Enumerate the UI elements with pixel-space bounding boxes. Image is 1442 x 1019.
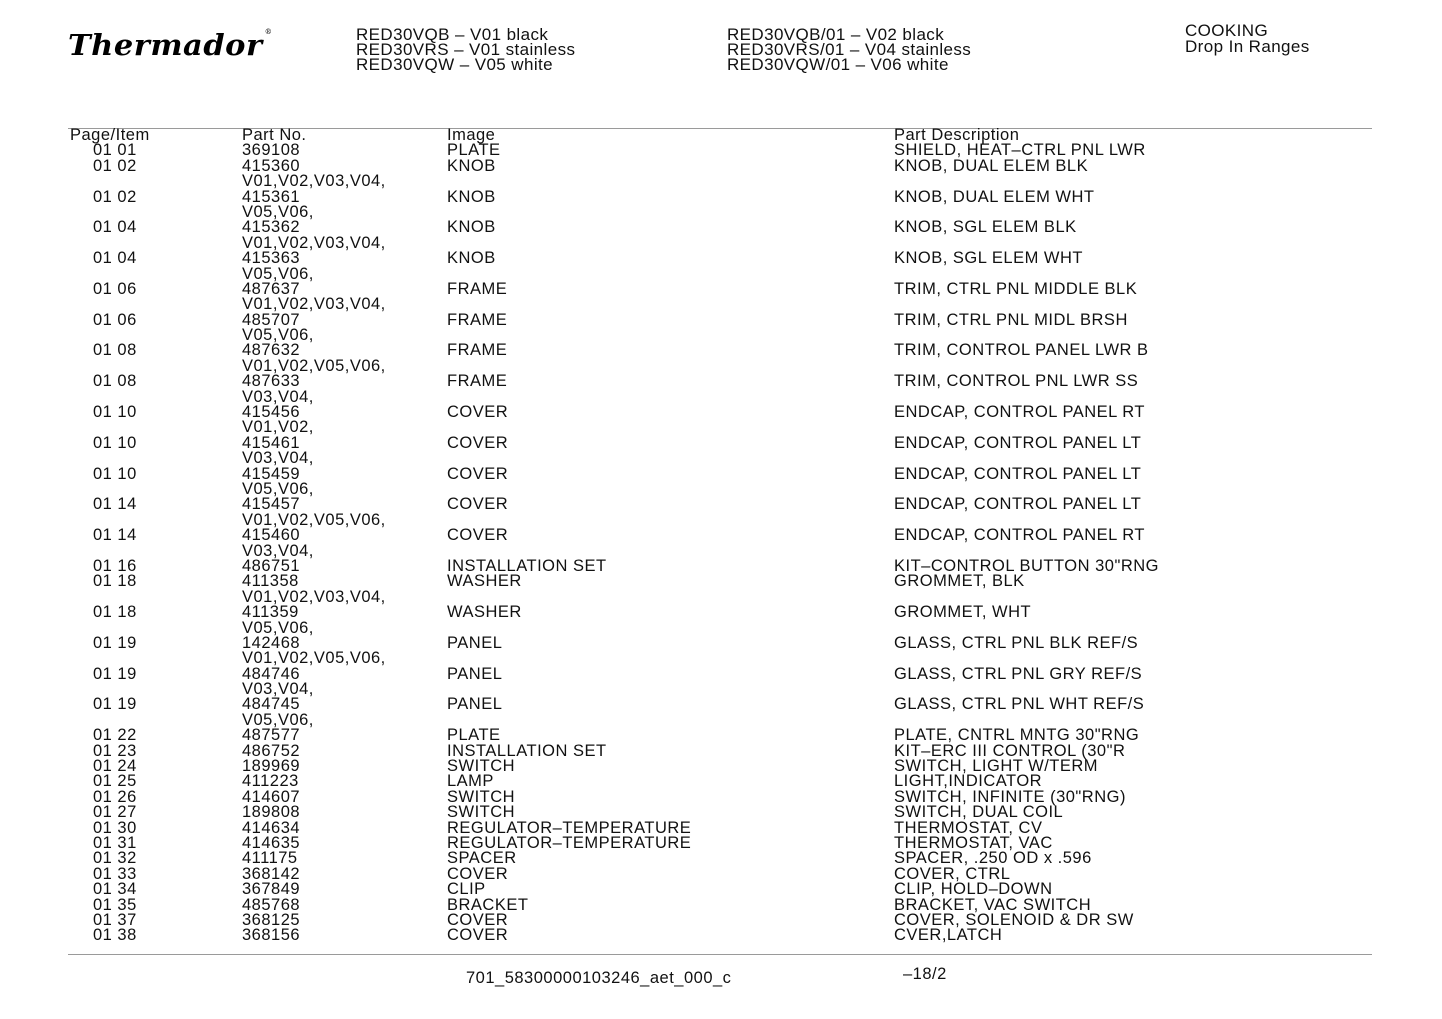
variant-list: V05,V06, [242, 264, 314, 283]
bottom-divider [68, 954, 1372, 955]
page-item-cell: 01 25 [93, 772, 137, 791]
variant-list: V01,V02,V03,V04, [242, 295, 386, 314]
variant-row [0, 541, 1442, 560]
page-item-cell: 01 06 [93, 279, 137, 298]
variant-row [0, 356, 1442, 375]
part-number-cell: 487577 [242, 726, 301, 745]
table-row [0, 556, 1442, 575]
description-cell: ENDCAP, CONTROL PANEL RT [894, 526, 1146, 545]
table-row [0, 805, 1442, 820]
image-cell: FRAME [447, 310, 508, 329]
page-item-cell: 01 37 [93, 910, 137, 929]
variant-list: V03,V04, [242, 387, 314, 406]
variant-row [0, 479, 1442, 498]
part-number-cell: 415460 [242, 526, 301, 545]
table-row [0, 156, 1442, 175]
page-item-cell: 01 31 [93, 833, 137, 852]
table-row [0, 310, 1442, 329]
table-row [0, 633, 1442, 652]
page-item-cell: 01 23 [93, 741, 137, 760]
table-row [0, 143, 1442, 158]
part-number-cell: 369108 [242, 141, 301, 160]
model-line: RED30VRS – V01 stainless [356, 40, 576, 59]
page-item-cell: 01 02 [93, 156, 137, 175]
table-row [0, 928, 1442, 943]
brand-logo [68, 28, 273, 62]
table-row [0, 574, 1442, 589]
category-label [1185, 23, 1310, 55]
part-number-cell: 484746 [242, 664, 301, 683]
variant-list: V03,V04, [242, 449, 314, 468]
variant-row [0, 297, 1442, 312]
variant-list: V03,V04, [242, 541, 314, 560]
variant-row [0, 682, 1442, 697]
description-cell: BRACKET, VAC SWITCH [894, 895, 1092, 914]
table-row [0, 405, 1442, 420]
page-item-cell: 01 04 [93, 218, 137, 237]
description-cell: KNOB, SGL ELEM BLK [894, 218, 1077, 237]
variant-list: V01,V02,V03,V04, [242, 587, 386, 606]
image-cell: SPACER [447, 849, 517, 868]
table-row [0, 664, 1442, 683]
image-cell: PLATE [447, 141, 501, 160]
page-item-cell: 01 24 [93, 757, 137, 776]
page-item-cell: 01 02 [93, 187, 137, 206]
registered-mark: ® [264, 28, 273, 36]
table-row [0, 497, 1442, 512]
image-cell: FRAME [447, 372, 508, 391]
model-line: RED30VQW/01 – V06 white [727, 55, 949, 74]
description-cell: PLATE, CNTRL MNTG 30"RNG [894, 726, 1140, 745]
image-cell: PANEL [447, 633, 503, 652]
description-cell: THERMOSTAT, CV [894, 818, 1043, 837]
image-cell: PANEL [447, 695, 503, 714]
variant-row [0, 451, 1442, 466]
image-cell: KNOB [447, 249, 496, 268]
description-cell: GLASS, CTRL PNL GRY REF/S [894, 664, 1143, 683]
image-cell: WASHER [447, 603, 522, 622]
part-number-cell: 415362 [242, 218, 301, 237]
part-number-cell: 486751 [242, 556, 301, 575]
page-item-cell: 01 08 [93, 372, 137, 391]
column-header-page-item: Page/Item [70, 126, 150, 144]
table-row [0, 787, 1442, 806]
variant-row [0, 233, 1442, 252]
image-cell: SWITCH [447, 757, 516, 776]
description-cell: CLIP, HOLD–DOWN [894, 880, 1053, 899]
description-cell: GROMMET, BLK [894, 572, 1025, 591]
table-row [0, 818, 1442, 837]
table-row [0, 895, 1442, 914]
part-number-cell: 415461 [242, 433, 301, 452]
image-cell: COVER [447, 864, 509, 883]
variant-row [0, 651, 1442, 666]
image-cell: BRACKET [447, 895, 529, 914]
column-header-image: Image [447, 126, 496, 144]
page-item-cell: 01 14 [93, 526, 137, 545]
part-number-cell: 368156 [242, 926, 301, 945]
image-cell: KNOB [447, 156, 496, 175]
variant-list: V05,V06, [242, 202, 314, 221]
variant-list: V01,V02, [242, 418, 314, 437]
page-item-cell: 01 10 [93, 403, 137, 422]
description-cell: COVER, SOLENOID & DR SW [894, 910, 1134, 929]
table-row [0, 220, 1442, 235]
part-number-cell: 487633 [242, 372, 301, 391]
part-number-cell: 411223 [242, 772, 299, 791]
table-row [0, 528, 1442, 543]
category-line: COOKING [1185, 21, 1269, 40]
page-item-cell: 01 33 [93, 864, 137, 883]
page-item-cell: 01 22 [93, 726, 137, 745]
description-cell: SPACER, .250 OD x .596 [894, 849, 1092, 868]
table-row [0, 741, 1442, 760]
part-number-cell: 415360 [242, 156, 301, 175]
table-row [0, 251, 1442, 266]
description-cell: TRIM, CONTROL PANEL LWR B [894, 341, 1149, 360]
document-id: 701_58300000103246_aet_000_c [466, 969, 732, 987]
page-item-cell: 01 08 [93, 341, 137, 360]
image-cell: INSTALLATION SET [447, 556, 607, 575]
page-item-cell: 01 34 [93, 880, 137, 899]
page-item-cell: 01 27 [93, 803, 137, 822]
table-row [0, 882, 1442, 897]
image-cell: FRAME [447, 279, 508, 298]
description-cell: ENDCAP, CONTROL PANEL LT [894, 464, 1142, 483]
page-item-cell: 01 35 [93, 895, 137, 914]
variant-list: V01,V02,V05,V06, [242, 510, 386, 529]
image-cell: SWITCH [447, 803, 516, 822]
description-cell: GROMMET, WHT [894, 603, 1032, 622]
model-list-right [727, 27, 971, 72]
description-cell: ENDCAP, CONTROL PANEL LT [894, 433, 1142, 452]
table-body [0, 143, 1442, 943]
image-cell: INSTALLATION SET [447, 741, 607, 760]
part-number-cell: 411359 [242, 603, 299, 622]
page-item-cell: 01 19 [93, 633, 137, 652]
model-line: RED30VQB/01 – V02 black [727, 25, 945, 44]
table-row [0, 833, 1442, 852]
page-item-cell: 01 19 [93, 695, 137, 714]
table-row [0, 433, 1442, 452]
page-item-cell: 01 32 [93, 849, 137, 868]
page-item-cell: 01 18 [93, 572, 137, 591]
image-cell: COVER [447, 495, 509, 514]
part-number-cell: 487637 [242, 279, 301, 298]
description-cell: SWITCH, INFINITE (30"RNG) [894, 787, 1126, 806]
description-cell: GLASS, CTRL PNL WHT REF/S [894, 695, 1145, 714]
table-row [0, 697, 1442, 712]
part-number-cell: 415363 [242, 249, 301, 268]
description-cell: KNOB, SGL ELEM WHT [894, 249, 1084, 268]
page-item-cell: 01 10 [93, 464, 137, 483]
variant-row [0, 328, 1442, 343]
description-cell: KNOB, DUAL ELEM BLK [894, 156, 1089, 175]
variant-list: V05,V06, [242, 710, 314, 729]
description-cell: TRIM, CTRL PNL MIDL BRSH [894, 310, 1128, 329]
description-cell: KIT–ERC III CONTROL (30"R [894, 741, 1126, 760]
image-cell: REGULATOR–TEMPERATURE [447, 818, 692, 837]
description-cell: ENDCAP, CONTROL PANEL LT [894, 495, 1142, 514]
variant-list: V05,V06, [242, 618, 314, 637]
variant-list: V01,V02,V03,V04, [242, 172, 386, 191]
variant-row [0, 587, 1442, 606]
part-number-cell: 415361 [242, 187, 301, 206]
page-item-cell: 01 06 [93, 310, 137, 329]
variant-list: V01,V02,V05,V06, [242, 649, 386, 668]
description-cell: ENDCAP, CONTROL PANEL RT [894, 403, 1146, 422]
variant-row [0, 174, 1442, 189]
model-line: RED30VQW – V05 white [356, 55, 553, 74]
table-row [0, 851, 1442, 866]
description-cell: KNOB, DUAL ELEM WHT [894, 187, 1095, 206]
part-number-cell: 415459 [242, 464, 301, 483]
page-item-cell: 01 04 [93, 249, 137, 268]
image-cell: COVER [447, 526, 509, 545]
page-item-cell: 01 19 [93, 664, 137, 683]
table-row [0, 374, 1442, 389]
part-number-cell: 142468 [242, 633, 301, 652]
description-cell: TRIM, CTRL PNL MIDDLE BLK [894, 279, 1138, 298]
variant-row [0, 202, 1442, 221]
page-item-cell: 01 10 [93, 433, 137, 452]
image-cell: SWITCH [447, 787, 516, 806]
variant-row [0, 387, 1442, 406]
image-cell: LAMP [447, 772, 494, 791]
variant-list: V05,V06, [242, 479, 314, 498]
image-cell: PLATE [447, 726, 501, 745]
page-item-cell: 01 01 [93, 141, 137, 160]
part-number-cell: 411358 [242, 572, 299, 591]
page-item-cell: 01 30 [93, 818, 137, 837]
description-cell: GLASS, CTRL PNL BLK REF/S [894, 633, 1139, 652]
part-number-cell: 367849 [242, 880, 301, 899]
part-number-cell: 411175 [242, 849, 298, 868]
model-list-left [356, 27, 575, 72]
part-number-cell: 368142 [242, 864, 301, 883]
variant-list: V01,V02,V03,V04, [242, 233, 386, 252]
image-cell: CLIP [447, 880, 486, 899]
description-cell: COVER, CTRL [894, 864, 1011, 883]
page-item-cell: 01 14 [93, 495, 137, 514]
description-cell: TRIM, CONTROL PNL LWR SS [894, 372, 1139, 391]
table-row [0, 605, 1442, 620]
image-cell: WASHER [447, 572, 522, 591]
description-cell: KIT–CONTROL BUTTON 30"RNG [894, 556, 1159, 575]
variant-row [0, 264, 1442, 283]
table-row [0, 464, 1442, 483]
description-cell: SHIELD, HEAT–CTRL PNL LWR [894, 141, 1146, 160]
variant-list: V05,V06, [242, 326, 314, 345]
part-number-cell: 189969 [242, 757, 301, 776]
variant-list: V01,V02,V05,V06, [242, 356, 386, 375]
column-header-description: Part Description [894, 126, 1020, 144]
description-cell: SWITCH, DUAL COIL [894, 803, 1064, 822]
part-number-cell: 484745 [242, 695, 301, 714]
description-cell: CVER,LATCH [894, 926, 1003, 945]
page-item-cell: 01 16 [93, 556, 137, 575]
description-cell: LIGHT,INDICATOR [894, 772, 1043, 791]
page-item-cell: 01 18 [93, 603, 137, 622]
image-cell: COVER [447, 464, 509, 483]
part-number-cell: 415456 [242, 403, 301, 422]
image-cell: COVER [447, 403, 509, 422]
table-row [0, 774, 1442, 789]
part-number-cell: 414607 [242, 787, 301, 806]
table-row [0, 910, 1442, 929]
image-cell: KNOB [447, 218, 496, 237]
table-row [0, 864, 1442, 883]
variant-list: V03,V04, [242, 680, 314, 699]
part-number-cell: 487632 [242, 341, 301, 360]
variant-row [0, 618, 1442, 637]
part-number-cell: 368125 [242, 910, 301, 929]
category-line: Drop In Ranges [1185, 37, 1310, 56]
model-line: RED30VRS/01 – V04 stainless [727, 40, 972, 59]
part-number-cell: 486752 [242, 741, 301, 760]
image-cell: PANEL [447, 664, 503, 683]
table-row [0, 279, 1442, 298]
part-number-cell: 414634 [242, 818, 301, 837]
model-line: RED30VQB – V01 black [356, 25, 549, 44]
table-row [0, 343, 1442, 358]
column-header-part-no: Part No. [242, 126, 307, 144]
part-number-cell: 485707 [242, 310, 301, 329]
image-cell: KNOB [447, 187, 496, 206]
variant-row [0, 510, 1442, 529]
image-cell: COVER [447, 910, 509, 929]
part-number-cell: 414635 [242, 833, 301, 852]
page-item-cell: 01 38 [93, 926, 137, 945]
image-cell: REGULATOR–TEMPERATURE [447, 833, 692, 852]
image-cell: COVER [447, 433, 509, 452]
table-row [0, 759, 1442, 774]
brand-name: Thermador [68, 28, 263, 62]
variant-row [0, 710, 1442, 729]
description-cell: THERMOSTAT, VAC [894, 833, 1053, 852]
variant-row [0, 420, 1442, 435]
description-cell: SWITCH, LIGHT W/TERM [894, 757, 1099, 776]
part-number-cell: 189808 [242, 803, 301, 822]
image-cell: COVER [447, 926, 509, 945]
part-number-cell: 485768 [242, 895, 301, 914]
part-number-cell: 415457 [242, 495, 301, 514]
parts-table [0, 128, 1442, 944]
table-row [0, 187, 1442, 206]
table-header [0, 128, 1442, 143]
page-item-cell: 01 26 [93, 787, 137, 806]
image-cell: FRAME [447, 341, 508, 360]
table-row [0, 728, 1442, 743]
page-number: –18/2 [903, 965, 947, 983]
